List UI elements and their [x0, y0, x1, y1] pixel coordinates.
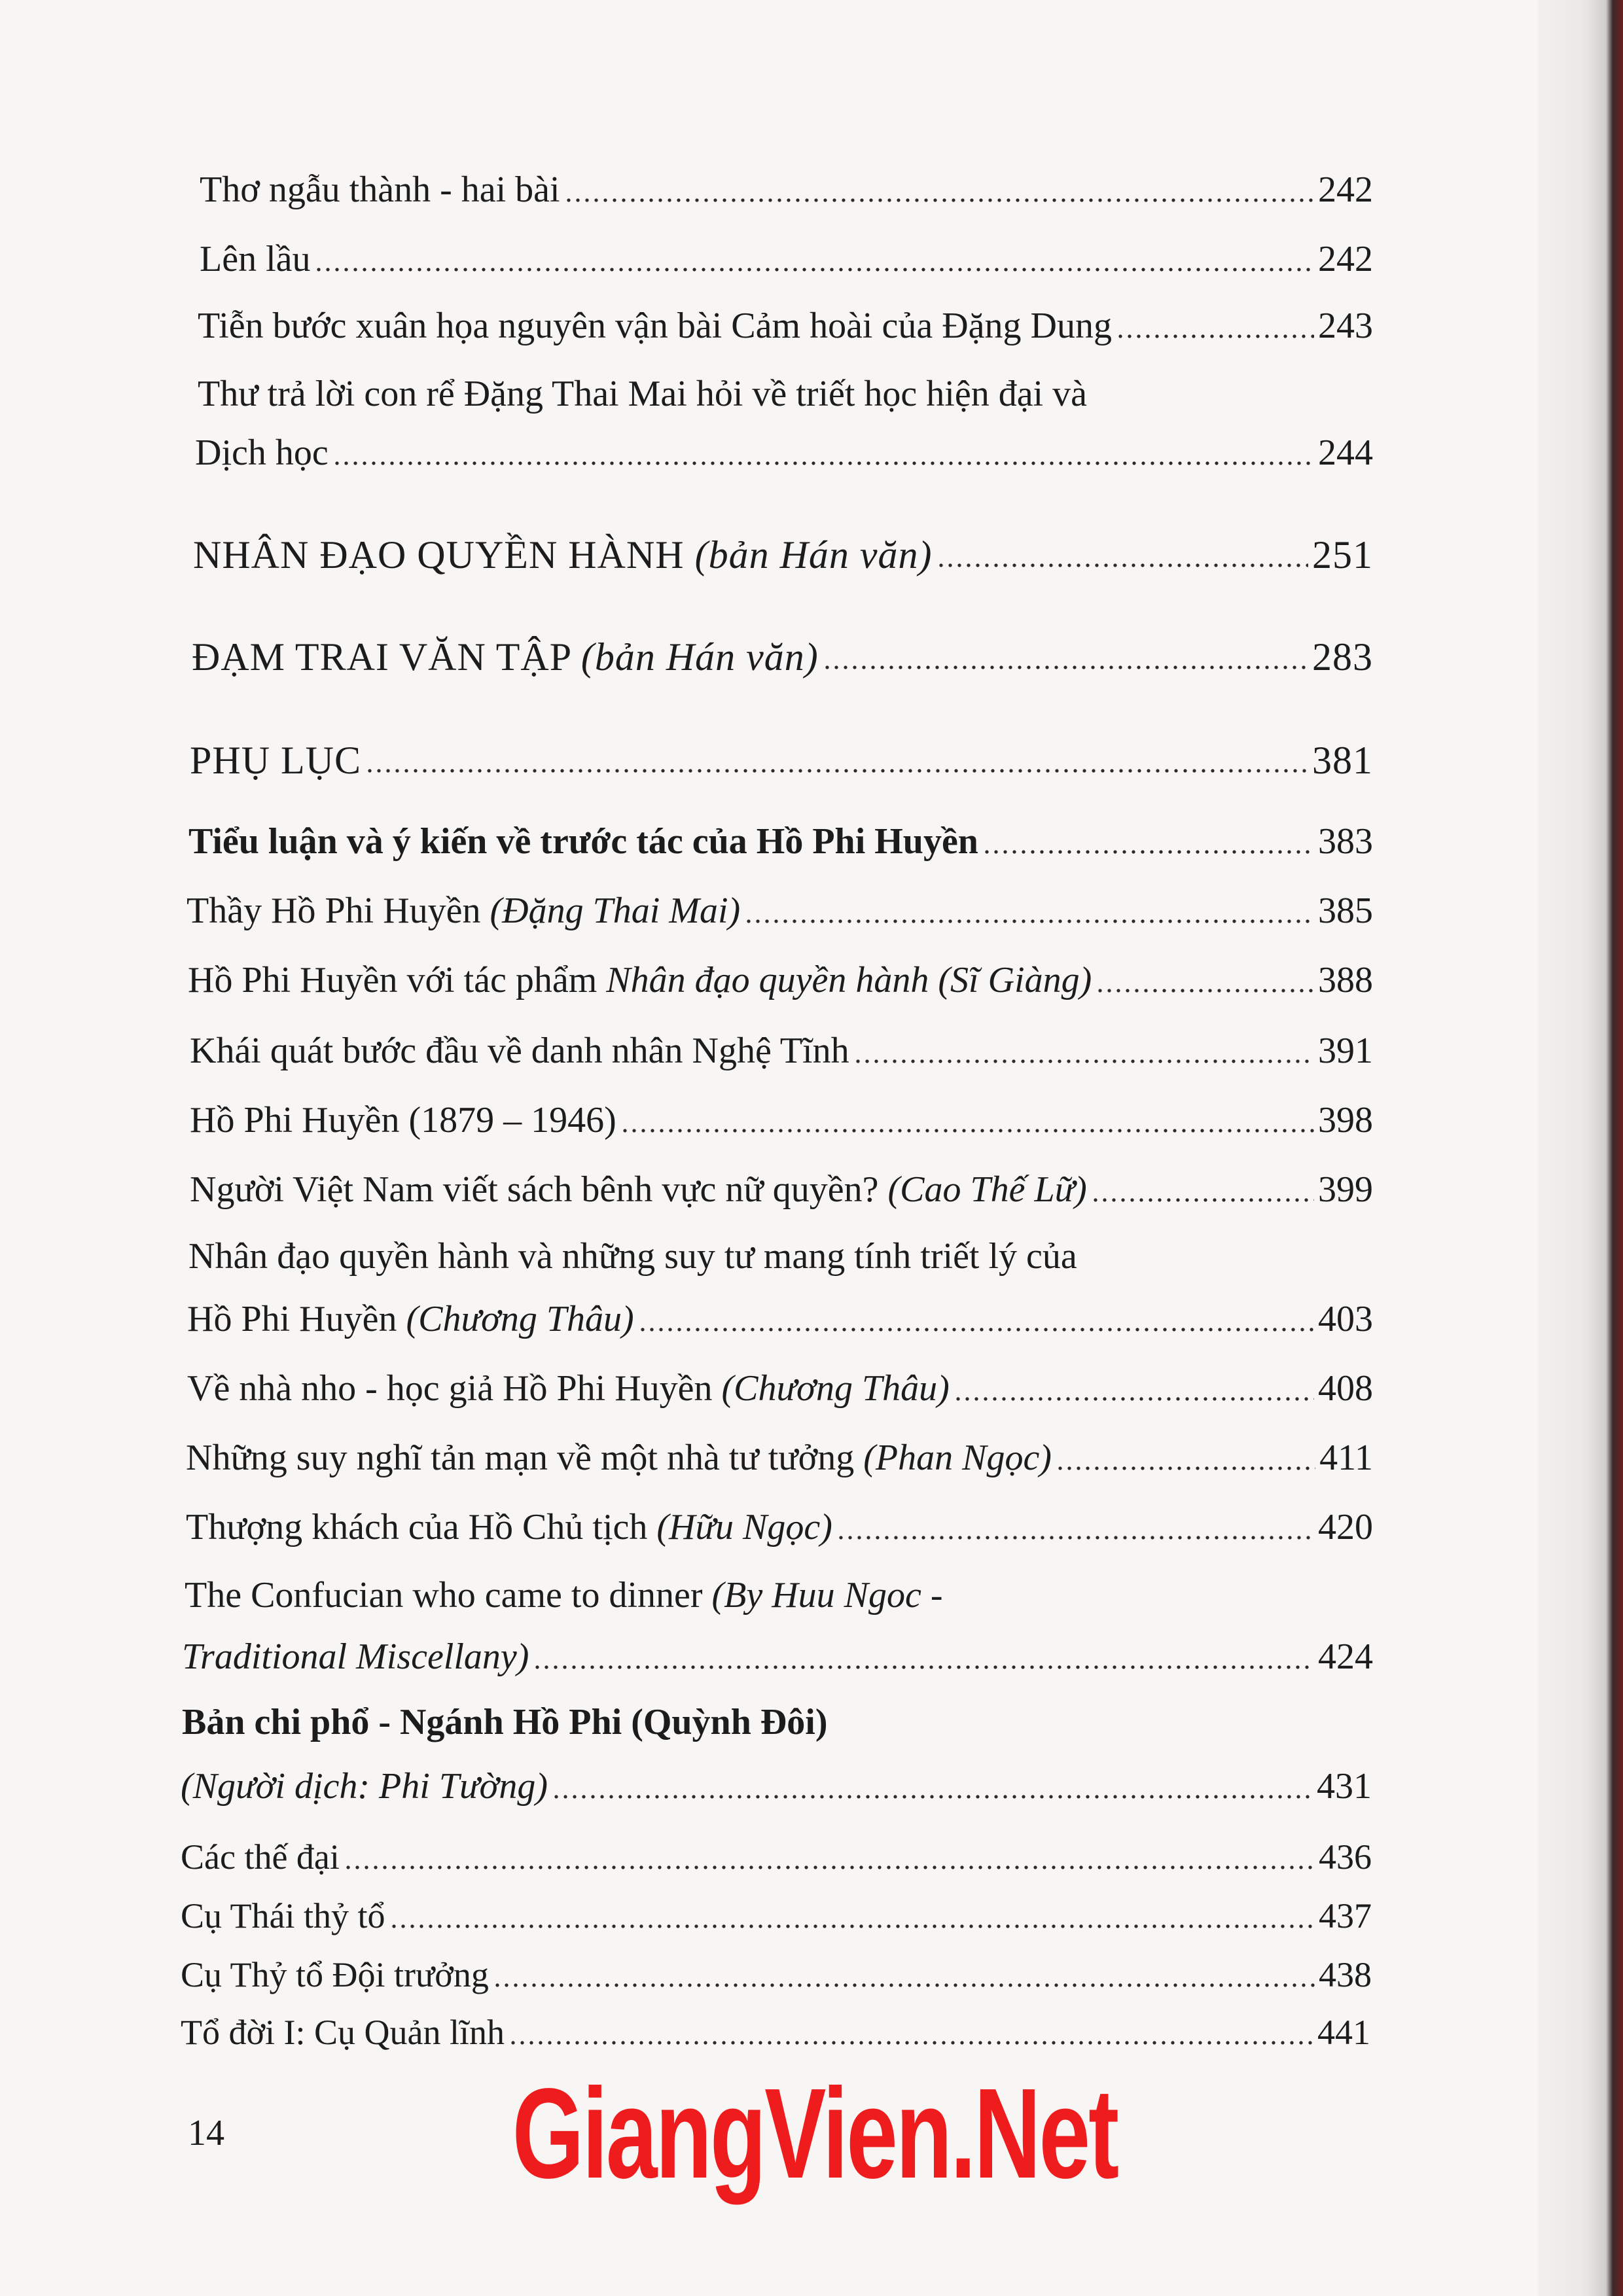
- dot-leader: [954, 1396, 1314, 1402]
- toc-entry-title-italic: (Người dịch: Phi Tường): [181, 1766, 548, 1807]
- toc-entry-title: Về nhà nho - học giả Hồ Phi Huyền: [187, 1368, 722, 1409]
- toc-entry-title: The Confucian who came to dinner: [185, 1575, 712, 1616]
- toc-entry-nguoi-dich: [181, 1765, 1372, 1807]
- toc-entry-title: Hồ Phi Huyền (1879 – 1946): [190, 1100, 616, 1140]
- toc-page-number: 403: [1318, 1299, 1373, 1339]
- toc-entry-cu-thy-to-doi-truong: [181, 1954, 1372, 1996]
- toc-entry-title-italic: (Đặng Thai Mai): [490, 891, 741, 931]
- toc-page-number: 243: [1318, 306, 1373, 346]
- toc-page-number: 399: [1318, 1169, 1373, 1210]
- toc-entry-title: ĐẠM TRAI VĂN TẬP: [192, 635, 581, 679]
- toc-entry-tien-buoc-xuan: [198, 305, 1373, 347]
- dot-leader: [1091, 1197, 1314, 1203]
- dot-leader: [823, 665, 1308, 670]
- toc-entry-title: Lên lầu: [200, 239, 311, 279]
- toc-entry-title: Tiễn bước xuân họa nguyên vận bài Cảm hoài của Đặng Dung: [198, 306, 1112, 346]
- page-number: 14: [188, 2113, 224, 2153]
- toc-page-number: 242: [1318, 169, 1373, 210]
- toc-entry-title: Tổ đời I: Cụ Quản lĩnh: [181, 2013, 505, 2052]
- dot-leader: [836, 1535, 1314, 1540]
- toc-entry-title: Hồ Phi Huyền: [187, 1299, 406, 1339]
- dot-leader: [853, 1059, 1314, 1064]
- toc-entry-tho-ngau-thanh: [200, 169, 1373, 211]
- toc-entry-title: PHỤ LỤC: [190, 739, 362, 782]
- toc-entry-title: Các thế đại: [181, 1837, 340, 1877]
- toc-entry-title: Cụ Thỷ tổ Đội trưởng: [181, 1955, 489, 1994]
- toc-entry-cac-the-dai: [181, 1836, 1372, 1878]
- toc-entry-cu-thai-thy-to: [181, 1895, 1372, 1937]
- dot-leader: [365, 768, 1308, 773]
- dot-leader: [332, 461, 1314, 466]
- toc-page-number: 437: [1319, 1896, 1372, 1935]
- toc-entry-nhan-dao-line1: [188, 1235, 1373, 1277]
- dot-leader: [1116, 334, 1314, 339]
- toc-section-tieu-luan: [188, 821, 1373, 862]
- toc-entry-title-italic: Traditional Miscellany): [182, 1636, 529, 1677]
- toc-page-number: 431: [1317, 1766, 1372, 1807]
- dot-leader: [982, 849, 1314, 855]
- dot-leader: [389, 1924, 1315, 1929]
- toc-page-number: 251: [1312, 533, 1373, 576]
- toc-entry-phu-luc: [190, 739, 1373, 781]
- dot-leader: [620, 1128, 1314, 1133]
- watermark: GiangVien.Net: [512, 2061, 1118, 2205]
- toc-entry-dich-hoc: [195, 432, 1373, 474]
- toc-entry-title-italic: (Chương Thâu): [721, 1368, 950, 1409]
- toc-page-number: 424: [1318, 1636, 1373, 1677]
- toc-entry-title: Cụ Thái thỷ tổ: [181, 1896, 385, 1935]
- toc-entry-title-tail: (Sĩ Giàng): [929, 960, 1092, 1000]
- toc-entry-title: Những suy nghĩ tản mạn về một nhà tư tưởng: [186, 1438, 864, 1478]
- toc-page-number: 391: [1318, 1031, 1373, 1071]
- dot-leader: [344, 1865, 1315, 1870]
- toc-entry-title-italic: (Hữu Ngọc): [656, 1507, 832, 1547]
- dot-leader: [1096, 988, 1314, 993]
- toc-page-number: 398: [1318, 1100, 1373, 1140]
- toc-entry-title-italic: (Cao Thế Lữ): [887, 1169, 1087, 1210]
- dot-leader: [508, 2040, 1313, 2045]
- toc-entry-title: NHÂN ĐẠO QUYỀN HÀNH: [193, 533, 695, 576]
- toc-entry-ho-phi-huyen-voi-tac-pham: [188, 959, 1373, 1001]
- dot-leader: [936, 563, 1308, 568]
- toc-entry-title-italic: (bản Hán văn): [580, 635, 819, 679]
- toc-entry-thu-tra-loi-line1: [198, 373, 1373, 415]
- toc-entry-title: Hồ Phi Huyền với tác phẩm: [188, 960, 607, 1000]
- dot-leader: [314, 267, 1314, 272]
- toc-page-number: 385: [1318, 891, 1373, 931]
- toc-entry-title: Thượng khách của Hồ Chủ tịch: [186, 1507, 657, 1547]
- toc-entry-title-italic: (Phan Ngọc): [863, 1438, 1052, 1478]
- toc-entry-nhung-suy-nghi: [186, 1437, 1373, 1479]
- toc-entry-title: Dịch học: [195, 433, 329, 473]
- toc-entry-title: Thư trả lời con rể Đặng Thai Mai hỏi về triết học hiện đại và: [198, 374, 1087, 414]
- toc-page-number: 420: [1318, 1507, 1373, 1547]
- toc-entry-thuong-khach: [186, 1506, 1373, 1548]
- toc-page-number: 408: [1318, 1368, 1373, 1409]
- toc-entry-title: Nhân đạo quyền hành và những suy tư mang tính triết lý của: [188, 1236, 1077, 1277]
- toc-entry-nhan-dao-quyen-hanh: [193, 534, 1373, 576]
- toc-page-number: 388: [1318, 960, 1373, 1000]
- toc-page-number: 441: [1317, 2013, 1370, 2052]
- toc-entry-title: Tiểu luận và ý kiến về trước tác của Hồ Phi Huyền: [188, 821, 978, 862]
- toc-entry-title: Thơ ngẫu thành - hai bài: [200, 169, 560, 210]
- toc-entry-nguoi-viet-nam: [190, 1169, 1373, 1210]
- toc-entry-title-italic: (bản Hán văn): [694, 533, 933, 576]
- toc-entry-title-italic: (Chương Thâu): [406, 1299, 634, 1339]
- toc-entry-to-doi-i: [181, 2011, 1370, 2053]
- dot-leader: [533, 1665, 1314, 1670]
- toc-entry-ho-phi-huyen-years: [190, 1099, 1373, 1141]
- toc-page-number: 244: [1318, 433, 1373, 473]
- toc-entry-khai-quat: [190, 1030, 1373, 1072]
- dot-leader: [564, 198, 1314, 203]
- dot-leader: [638, 1327, 1314, 1332]
- dot-leader: [1056, 1466, 1315, 1471]
- toc-page-number: 383: [1318, 821, 1373, 862]
- toc-entry-ve-nha-nho: [187, 1368, 1373, 1409]
- toc-page-number: 242: [1318, 239, 1373, 279]
- toc-entry-title: Khái quát bước đầu về danh nhân Nghệ Tĩnh: [190, 1031, 849, 1071]
- toc-entry-title: Người Việt Nam viết sách bênh vực nữ quyền?: [190, 1169, 888, 1210]
- toc-page-number: 438: [1319, 1955, 1372, 1994]
- toc-entry-thay-ho-phi-huyen: [187, 890, 1373, 932]
- toc-entry-confucian-line1: [185, 1574, 1373, 1616]
- toc-entry-confucian-line2: [182, 1636, 1373, 1678]
- toc-entry-title: Bản chi phổ - Ngánh Hồ Phi (Quỳnh Đôi): [182, 1702, 828, 1742]
- toc-page-number: 436: [1319, 1837, 1372, 1877]
- toc-section-ban-chi-pho: [182, 1701, 1373, 1743]
- toc-page-number: 411: [1319, 1438, 1373, 1478]
- dot-leader: [744, 919, 1314, 924]
- toc-page-number: 283: [1312, 635, 1373, 679]
- toc-entry-len-lau: [200, 238, 1373, 280]
- dot-leader: [493, 1983, 1315, 1988]
- toc-entry-title-italic: (By Huu Ngoc -: [711, 1575, 943, 1616]
- toc-entry-nhan-dao-line2: [187, 1298, 1373, 1340]
- toc-entry-dam-trai-van-tap: [192, 636, 1373, 678]
- toc-entry-title-italic: Nhân đạo quyền hành: [606, 960, 929, 1000]
- dot-leader: [552, 1794, 1313, 1799]
- toc-page-number: 381: [1312, 739, 1373, 782]
- toc-entry-title: Thầy Hồ Phi Huyền: [187, 891, 490, 931]
